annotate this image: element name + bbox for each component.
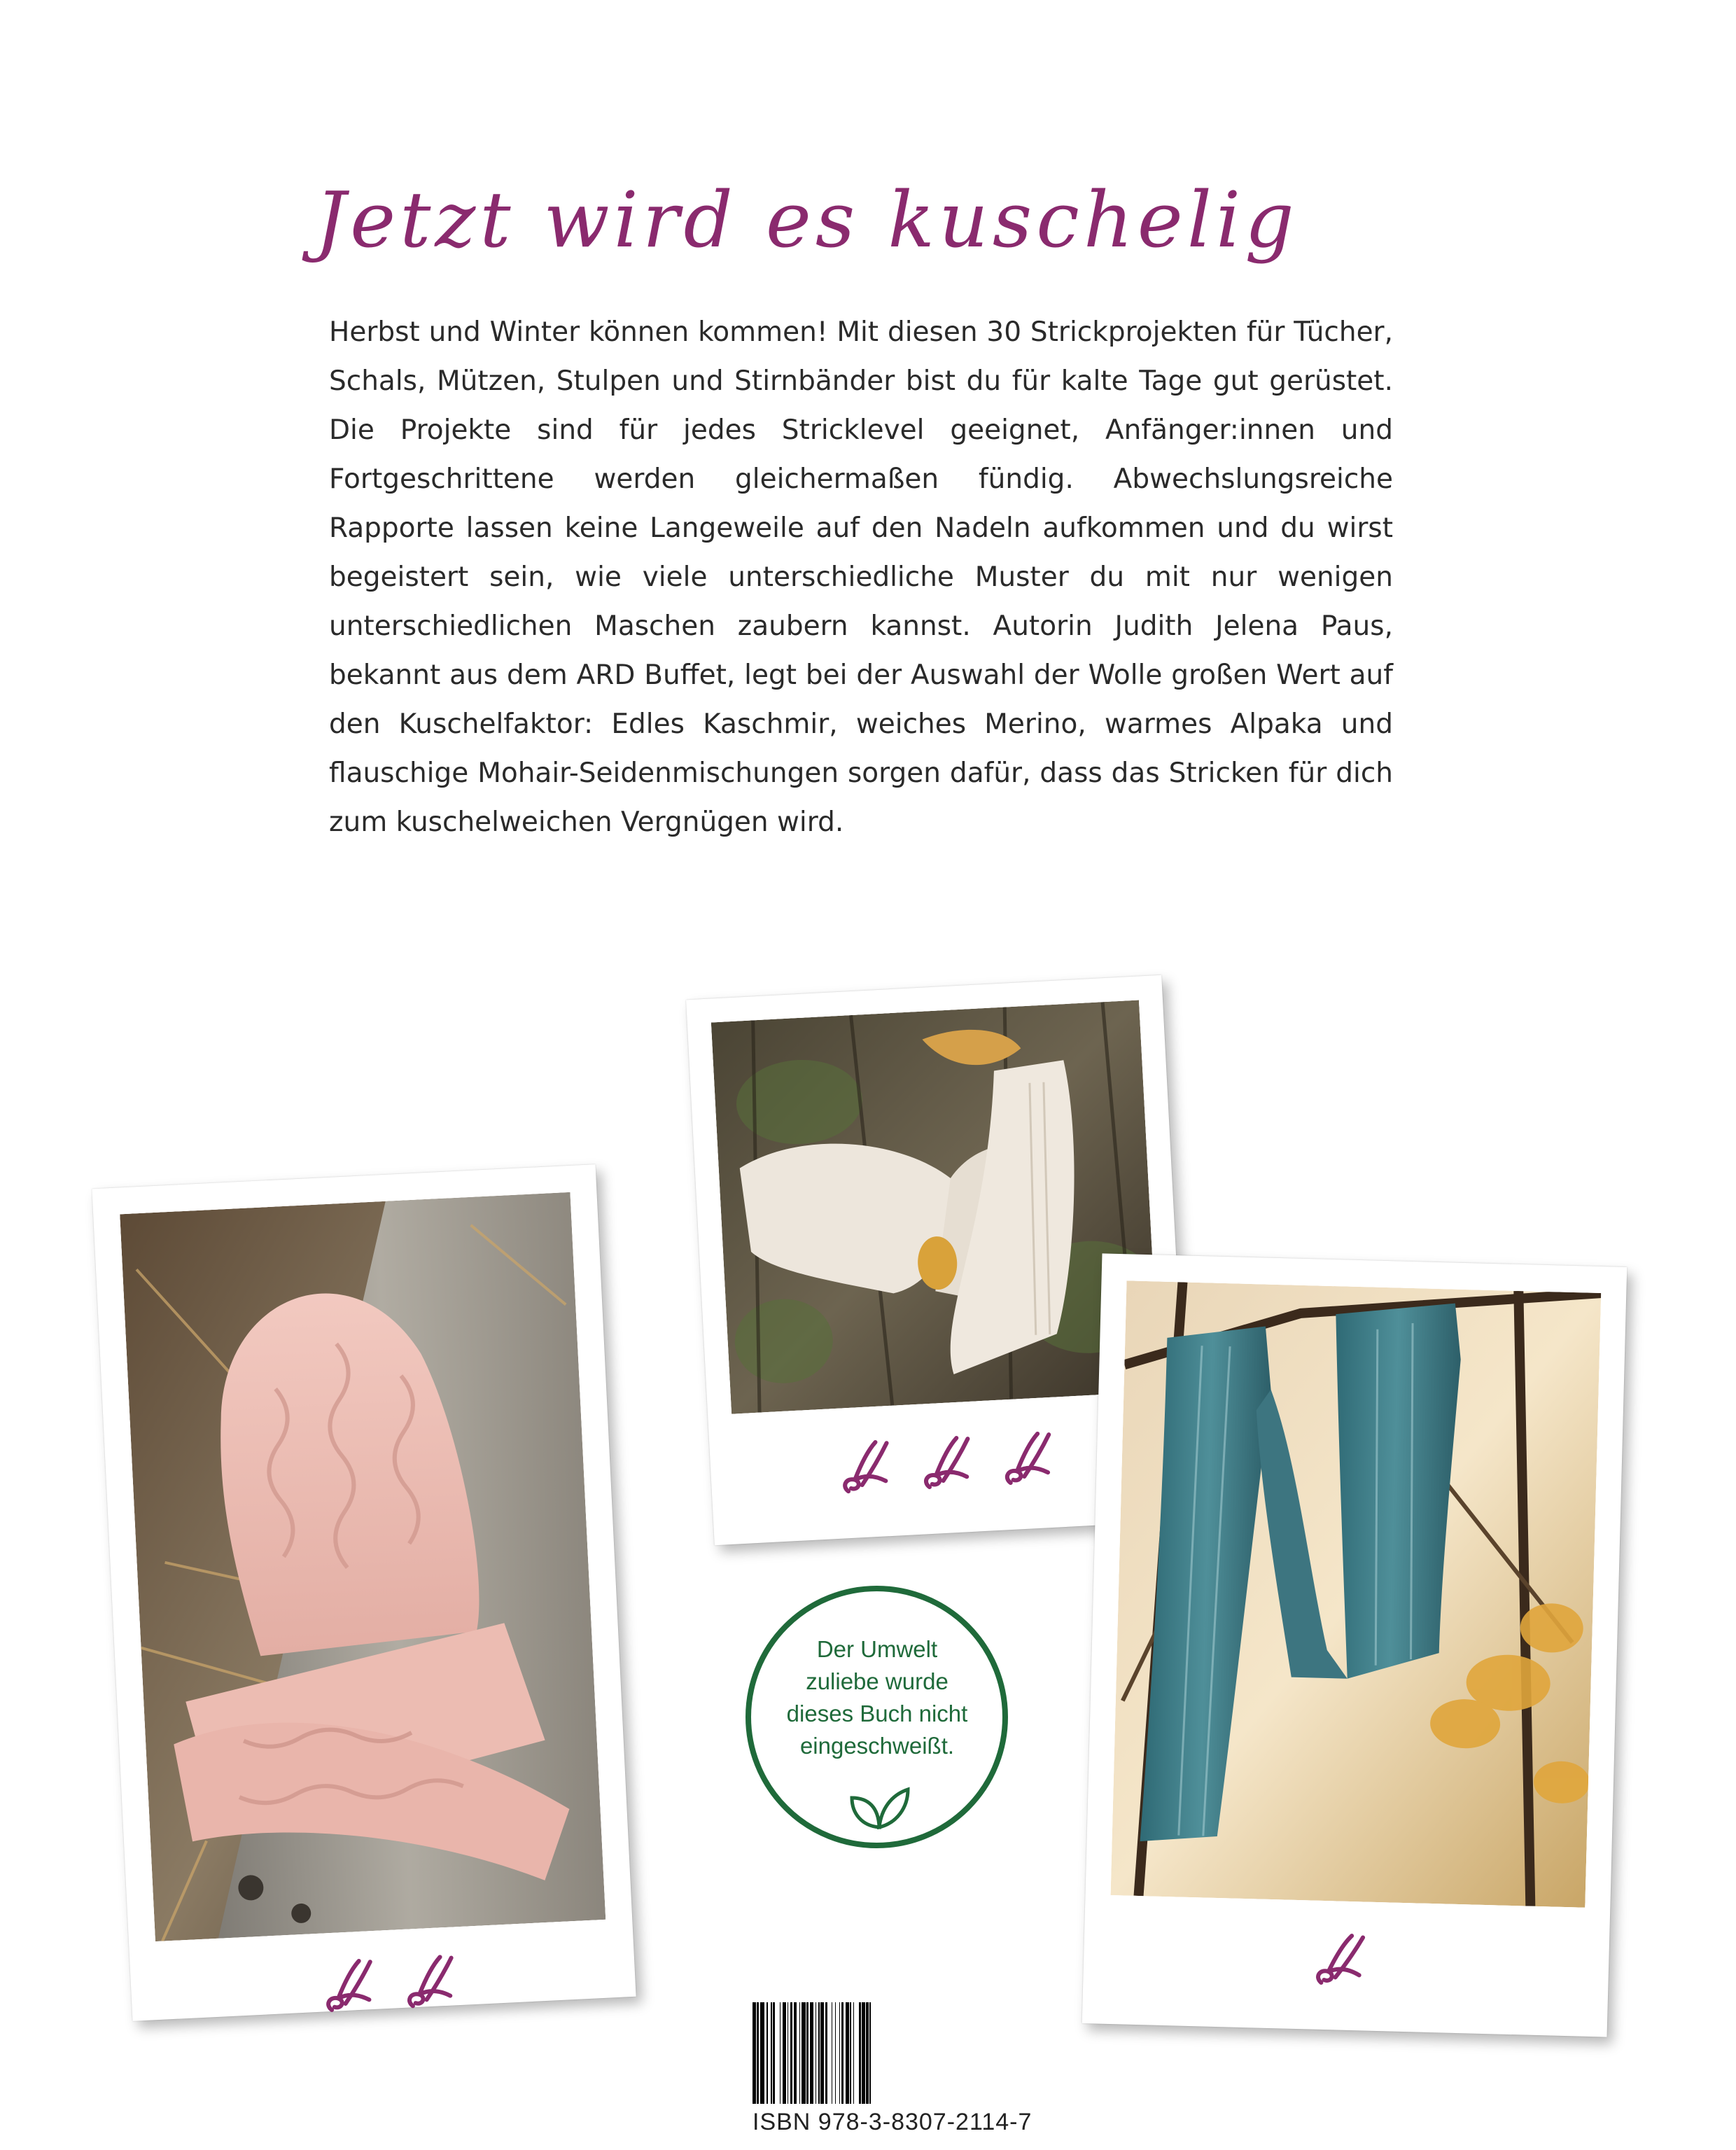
eco-seal-text: Der Umwelt zuliebe wurde dieses Buch nicht eingeschweißt. [786,1636,968,1759]
scarf-photo [1111,1280,1602,1907]
barcode [752,2002,1008,2104]
leaf-icon [848,1784,911,1829]
pink-hat-photo [120,1192,606,1941]
difficulty-rating [315,1949,462,2022]
stitch-rating-icon [832,1435,898,1504]
photo-card-scarf [1082,1253,1628,2037]
cover-title: Jetzt wird es kuschelig [315,175,1298,265]
stitch-rating-icon [1307,1927,1371,1995]
description-text: Herbst und Winter können kommen! Mit diesen 30 Strickprojekten für Tücher, Schals, Mützen, Stulpen und Stirnbänder bist du für kalte Tage gut gerüstet. Die Projekte sind für jedes Stricklevel geeignet, Anfänger:innen und Fortgeschrittene werden gleichermaßen fündig. Abwechslungsreiche Rapporte lassen keine Langeweile auf den Nadeln aufkommen und du wirst begeistert sein, wie viele unterschiedliche Muster du mit nur wenigen unterschiedlichen Maschen zaubern kannst. Autorin Judith Jelena Paus, bekannt aus dem ARD Buffet, legt bei der Auswahl der Wolle großen Wert auf den Kuschelfaktor: Edles Kaschmir, weiches Merino, warmes Alpaka und flauschige Mohair-Seidenmischungen sorgen dafür, dass das Stricken für dich zum kuschelweichen Vergnügen wird. [329,316,1393,838]
stitch-rating-icon [913,1430,979,1500]
isbn-number: ISBN 978-3-8307-2114-7 [752,2109,1032,2135]
headband-photo [711,1000,1159,1413]
stitch-rating-icon [994,1425,1060,1495]
difficulty-rating [832,1425,1060,1503]
stitch-rating-icon [315,1953,381,2022]
difficulty-rating [1307,1927,1371,1995]
photo-card-pink-hat [92,1164,636,2021]
eco-seal [746,1586,1008,1848]
stitch-rating-icon [396,1949,462,2018]
